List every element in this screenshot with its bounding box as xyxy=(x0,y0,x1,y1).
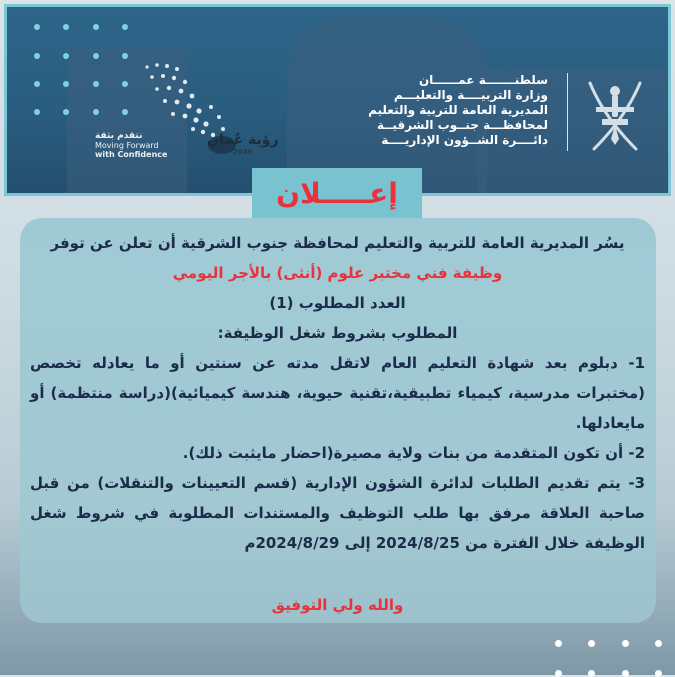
gov-line: سلطنـــــــة عمــــــان xyxy=(418,73,548,87)
intro-text: يسُر المديرية العامة للتربية والتعليم لمحافظة جنوب الشرقية أن تعلن عن توفر xyxy=(50,234,625,252)
gov-line: دائــــرة الشــؤون الإداريــــة xyxy=(381,133,548,147)
announcement-banner xyxy=(252,168,422,218)
vision-2040-logo: رؤية عُمان 2040 xyxy=(207,132,279,156)
oman-emblem-icon xyxy=(584,77,646,155)
closing-text: والله ولي التوفيق xyxy=(271,596,404,614)
gov-line: وزارة التربيــــة والتعليـــم xyxy=(393,88,548,102)
gov-line: لمحافظـــة جنــوب الشرقيــة xyxy=(376,118,548,132)
requirements-heading: المطلوب بشروط شغل الوظيفة: xyxy=(217,324,458,342)
announcement-body xyxy=(30,226,645,558)
announcement-title: إعـــــلان xyxy=(276,176,398,210)
divider xyxy=(567,73,568,151)
requirement-1: 1- دبلوم بعد شهادة التعليم العام لاتقل مدته عن سنتين أو ما يعادله تخصص (مختبرات مدرسية، كيمياء تطبيقية،تقنية حيوية، هندسة كيميائية)(دراسة منتظمة) أو مايعادلها. xyxy=(30,354,645,432)
requirement-2: 2- أن تكون المتقدمة من بنات ولاية مصيرة(احضار مايثبت ذلك). xyxy=(182,444,645,462)
required-count: العدد المطلوب (1) xyxy=(269,294,406,312)
job-title: وظيفة فني مختبر علوم (أنثى) بالأجر اليومي xyxy=(172,264,503,282)
vision-tagline: نتقدم بثقة Moving Forward with Confidence xyxy=(95,131,168,159)
gov-line: المديرية العامة للتربية والتعليم xyxy=(368,103,548,117)
government-titles xyxy=(368,73,556,148)
requirement-3: 3- يتم تقديم الطلبات لدائرة الشؤون الإدارية (قسم التعيينات والتنقلات) من قبل صاحبة العلاقة مرفق بها طلب التوظيف والمستندات المطلوبة في شروط شغل الوظيفة خلال الفترة من 2024/8/25 إلى 2024/8/29م xyxy=(30,474,645,552)
